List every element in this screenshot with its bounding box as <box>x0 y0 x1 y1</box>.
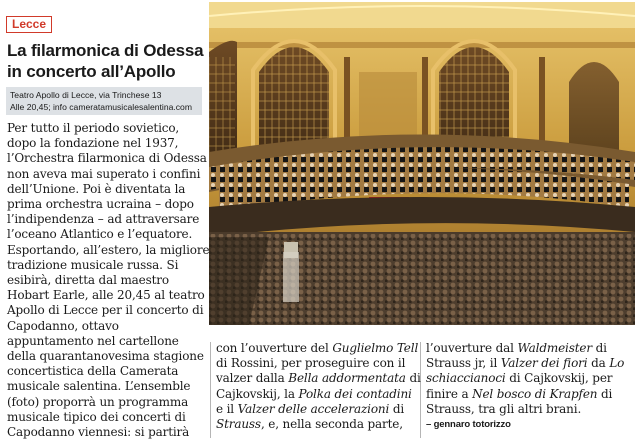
text-line: Capodanno viennesi: si partirà <box>7 425 190 440</box>
text-line: e il Valzer delle accelerazioni di <box>216 401 405 416</box>
text-line: dopo la fondazione nel 1937, <box>7 136 179 151</box>
text-line: Strauss jr, il Valzer dei fiori da Lo <box>426 356 625 371</box>
text-line: finire a Nel bosco di Krapfen di <box>426 386 613 401</box>
text-line: esibirà, diretta dal maestro <box>7 273 169 288</box>
text-line: Cajkovskij, la Polka dei contadini <box>216 386 412 401</box>
event-info-box <box>6 87 202 115</box>
text-line: l’ouverture dal Waldmeister di <box>426 341 607 355</box>
text-line: musicale salentina. L’ensemble <box>7 379 191 394</box>
text-line: appuntamento nel cartellone <box>7 333 179 348</box>
text-line: Capodanno, ottavo <box>7 318 119 333</box>
venue-line: Teatro Apollo di Lecce, via Trinchese 13 <box>10 90 162 100</box>
text-line: (foto) proporrà un programma <box>7 394 189 409</box>
text-line: Strauss, tra gli altri brani. <box>426 401 582 416</box>
text-line: prima orchestra ucraina – dopo <box>7 197 194 212</box>
column-divider <box>210 342 211 438</box>
text-line: della quarantanovesima stagione <box>7 349 204 364</box>
text-line: tradizione musicale russa. Si <box>7 257 179 272</box>
text-line: dell’Unione. Poi è diventata la <box>7 181 186 196</box>
article-column-1 <box>7 121 210 440</box>
text-line: musicale tipico dei concerti di <box>7 409 186 424</box>
headline-line-2: in concerto all’Apollo <box>7 62 176 81</box>
text-line: Hobart Earle, alle 20,45 al teatro <box>7 288 205 303</box>
text-line: valzer dalla Bella addormentata di <box>216 371 421 386</box>
text-line: l’Orchestra filarmonica di Odessa <box>7 151 207 166</box>
orchestra-photo <box>209 2 635 325</box>
headline-line-1: La filarmonica di Odessa <box>7 41 204 60</box>
concert-hall-image <box>209 2 635 325</box>
author-byline: – gennaro totorizzo <box>426 419 511 431</box>
text-line: con l’ouverture del Guglielmo Tell <box>216 341 419 355</box>
section-tag: Lecce <box>6 16 52 33</box>
text-line: schiaccianoci di Cajkovskij, per <box>426 371 613 386</box>
text-line: Esportando, all’estero, la migliore <box>7 242 210 257</box>
text-line: Per tutto il periodo sovietico, <box>7 121 180 135</box>
text-line: non aveva mai superato i confini <box>7 166 201 181</box>
time-info-line: Alle 20,45; info cameratamusicalesalentina.com <box>10 102 192 112</box>
text-line: Apollo di Lecce per il concerto di <box>7 303 204 318</box>
article-column-3 <box>426 341 632 432</box>
text-line: concertistica della Camerata <box>7 364 179 379</box>
article-column-2 <box>216 341 421 432</box>
text-line: di Rossini, per proseguire con il <box>216 356 406 371</box>
text-line: Strauss, e, nella seconda parte, <box>216 417 403 432</box>
text-line: l’oceano Atlantico e l’equatore. <box>7 227 193 242</box>
column-divider <box>420 342 421 438</box>
headline <box>7 40 205 82</box>
text-line: l’indipendenza – ad attraversare <box>7 212 200 227</box>
